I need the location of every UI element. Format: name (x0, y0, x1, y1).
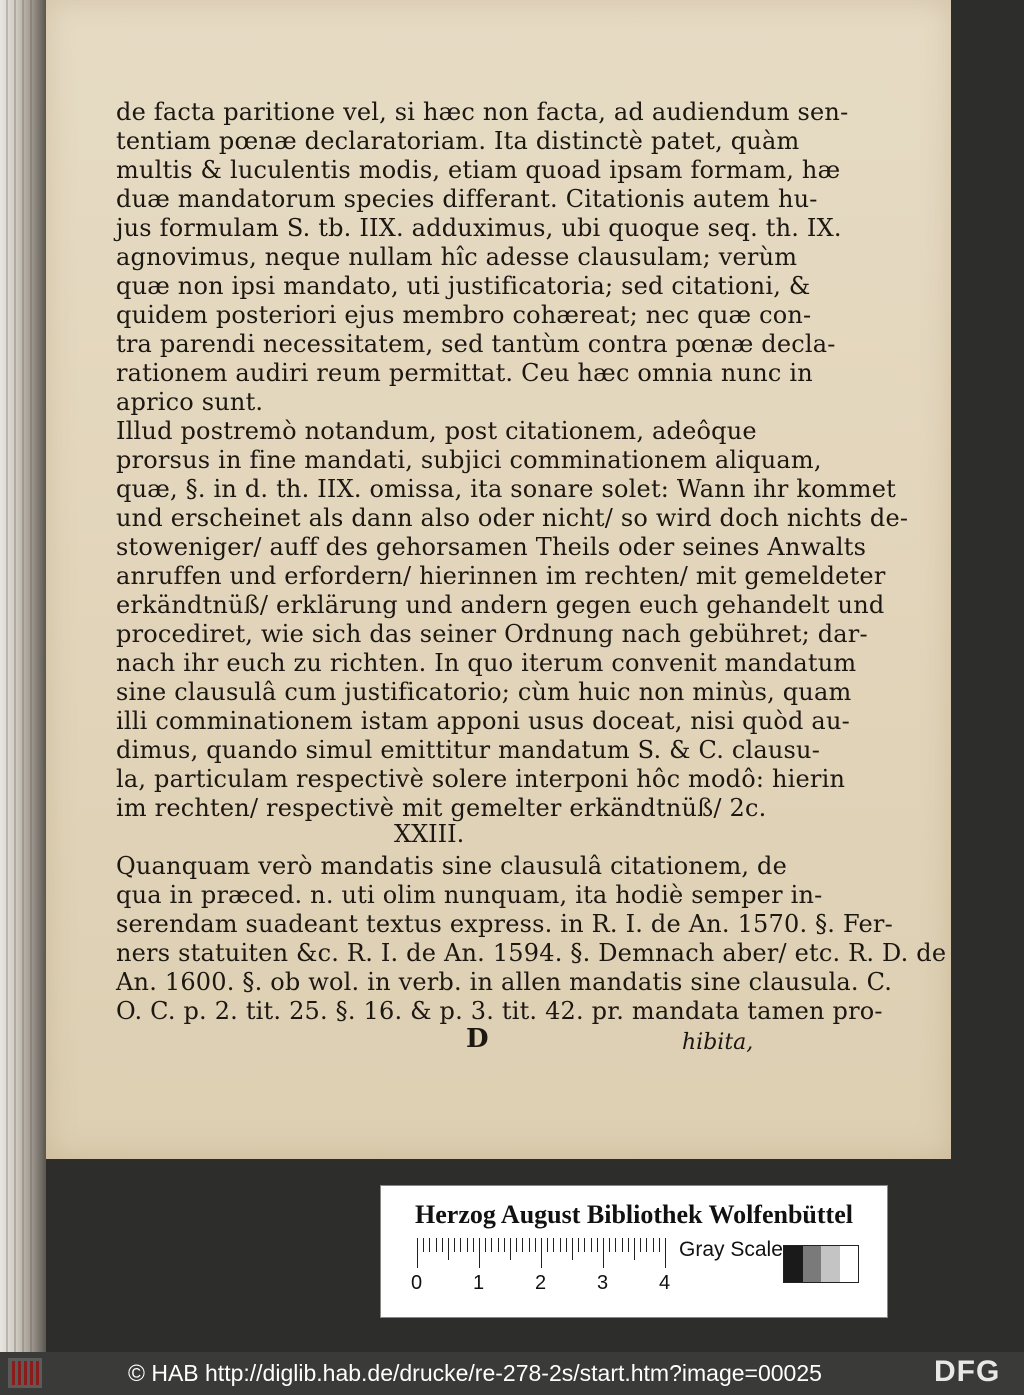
text-line: stoweniger/ auff des gehorsamen Theils oder seines Anwalts (116, 533, 867, 561)
library-color-chart (380, 1185, 888, 1318)
barcode-icon (8, 1358, 42, 1388)
ruler-tick (646, 1238, 647, 1252)
text-line: qua in præced. n. uti olim nunquam, ita hodiè semper in- (116, 881, 823, 909)
text-line: agnovimus, neque nullam hîc adesse clausulam; verùm (116, 243, 798, 271)
ruler-tick (448, 1238, 449, 1260)
ruler-tick (442, 1238, 443, 1252)
text-line: serendam suadeant textus express. in R. I. de An. 1570. §. Fer- (116, 910, 893, 938)
catchword: hibita, (682, 1030, 754, 1055)
text-line: Quanquam verò mandatis sine clausulâ citationem, de (116, 852, 788, 880)
text-line: prorsus in fine mandati, subjici comminationem aliquam, (116, 446, 822, 474)
text-line: quidem posteriori ejus membro cohæreat; nec quæ con- (116, 301, 812, 329)
ruler-number: 1 (473, 1272, 485, 1294)
ruler-tick (423, 1238, 424, 1252)
ruler-tick (460, 1238, 461, 1252)
dfg-logo: DFG (934, 1355, 1001, 1388)
text-line: rationem audiri reum permittat. Ceu hæc omnia nunc in (116, 359, 813, 387)
text-line: jus formulam S. tb. IIX. adduximus, ubi quoque seq. th. IX. (116, 214, 842, 242)
ruler-tick (436, 1238, 437, 1252)
ruler-tick (529, 1238, 530, 1252)
gray-swatch (784, 1246, 803, 1282)
text-line: illi comminationem istam apponi usus doceat, nisi quòd au- (116, 707, 850, 735)
gray-scale-label: Gray Scale (679, 1238, 783, 1261)
text-line: la, particulam respectivè solere interponi hôc modô: hierin (116, 765, 846, 793)
ruler-tick (467, 1238, 468, 1252)
ruler-tick (609, 1238, 610, 1252)
gray-scale-swatch (783, 1245, 859, 1283)
text-line: nach ihr euch zu richten. In quo iterum convenit mandatum (116, 649, 857, 677)
ruler-tick (417, 1238, 418, 1268)
ruler-tick (454, 1238, 455, 1252)
text-line: dimus, quando simul emittitur mandatum S. & C. clausu- (116, 736, 821, 764)
signature-mark: D (466, 1024, 489, 1054)
ruler-tick (510, 1238, 511, 1260)
text-line: procediret, wie sich das seiner Ordnung nach gebühret; dar- (116, 620, 868, 648)
ruler-tick (479, 1238, 480, 1268)
ruler-tick (522, 1238, 523, 1252)
ruler-tick (615, 1238, 616, 1252)
text-line: An. 1600. §. ob wol. in verb. in allen mandatis sine clausula. C. (116, 968, 893, 996)
footer-bar (0, 1352, 1024, 1395)
text-line: quæ non ipsi mandato, uti justificatoria; sed citationi, & (116, 272, 811, 300)
text-line: Illud postremò notandum, post citationem, adeôque (116, 417, 757, 445)
book-page (46, 0, 951, 1159)
ruler-tick (560, 1238, 561, 1252)
ruler-tick (535, 1238, 536, 1252)
gray-swatch (803, 1246, 822, 1282)
text-line: de facta paritione vel, si hæc non facta, ad audiendum sen- (116, 98, 849, 126)
text-line: sine clausulâ cum justificatorio; cùm huic non minùs, quam (116, 678, 852, 706)
ruler-tick (485, 1238, 486, 1252)
text-line: und erscheinet als dann also oder nicht/ so wird doch nichts de- (116, 504, 909, 532)
text-line: ners statuiten &c. R. I. de An. 1594. §. Demnach aber/ etc. R. D. de (116, 939, 947, 967)
ruler-tick (547, 1238, 548, 1252)
ruler-tick (429, 1238, 430, 1252)
ruler-tick (504, 1238, 505, 1252)
ruler-tick (541, 1238, 542, 1268)
gray-swatch (840, 1246, 859, 1282)
copyright-link[interactable]: © HAB http://diglib.hab.de/drucke/re-278-2s/start.htm?image=00025 (128, 1360, 822, 1386)
ruler-tick (491, 1238, 492, 1252)
ruler-tick (578, 1238, 579, 1252)
book-spine-edge (0, 0, 46, 1352)
ruler-tick (653, 1238, 654, 1252)
ruler-number: 2 (535, 1272, 547, 1294)
ruler-tick (640, 1238, 641, 1252)
ruler-tick (498, 1238, 499, 1252)
text-line: tentiam pœnæ declaratoriam. Ita distinctè patet, quàm (116, 127, 800, 155)
text-line: O. C. p. 2. tit. 25. §. 16. & p. 3. tit. 42. pr. mandata tamen pro- (116, 997, 883, 1025)
ruler-tick (597, 1238, 598, 1252)
text-line: tra parendi necessitatem, sed tantùm contra pœnæ decla- (116, 330, 836, 358)
text-line: erkändtnüß/ erklärung und andern gegen euch gehandelt und (116, 591, 885, 619)
section-heading: XXIII. (394, 820, 465, 848)
ruler-tick (603, 1238, 604, 1268)
ruler-tick (659, 1238, 660, 1252)
text-line: quæ, §. in d. th. IIX. omissa, ita sonare solet: Wann ihr kommet (116, 475, 896, 503)
ruler-number: 3 (597, 1272, 609, 1294)
text-line: im rechten/ respectivè mit gemelter erkändtnüß/ 2c. (116, 794, 767, 822)
ruler-tick (622, 1238, 623, 1252)
ruler-tick (566, 1238, 567, 1252)
text-line: anruffen und erfordern/ hierinnen im rechten/ mit gemeldeter (116, 562, 886, 590)
library-name: Herzog August Bibliothek Wolfenbüttel (415, 1200, 853, 1229)
ruler-tick (628, 1238, 629, 1252)
text-line: multis & luculentis modis, etiam quoad ipsam formam, hæ (116, 156, 841, 184)
text-line: aprico sunt. (116, 388, 264, 416)
scale-ruler (411, 1238, 677, 1294)
ruler-tick (584, 1238, 585, 1252)
ruler-tick (473, 1238, 474, 1252)
ruler-tick (665, 1238, 666, 1268)
gray-swatch (821, 1246, 840, 1282)
ruler-number: 4 (659, 1272, 671, 1294)
text-line: duæ mandatorum species differant. Citationis autem hu- (116, 185, 818, 213)
ruler-number: 0 (411, 1272, 423, 1294)
ruler-tick (572, 1238, 573, 1260)
ruler-tick (591, 1238, 592, 1252)
ruler-tick (553, 1238, 554, 1252)
ruler-tick (634, 1238, 635, 1260)
ruler-tick (516, 1238, 517, 1252)
